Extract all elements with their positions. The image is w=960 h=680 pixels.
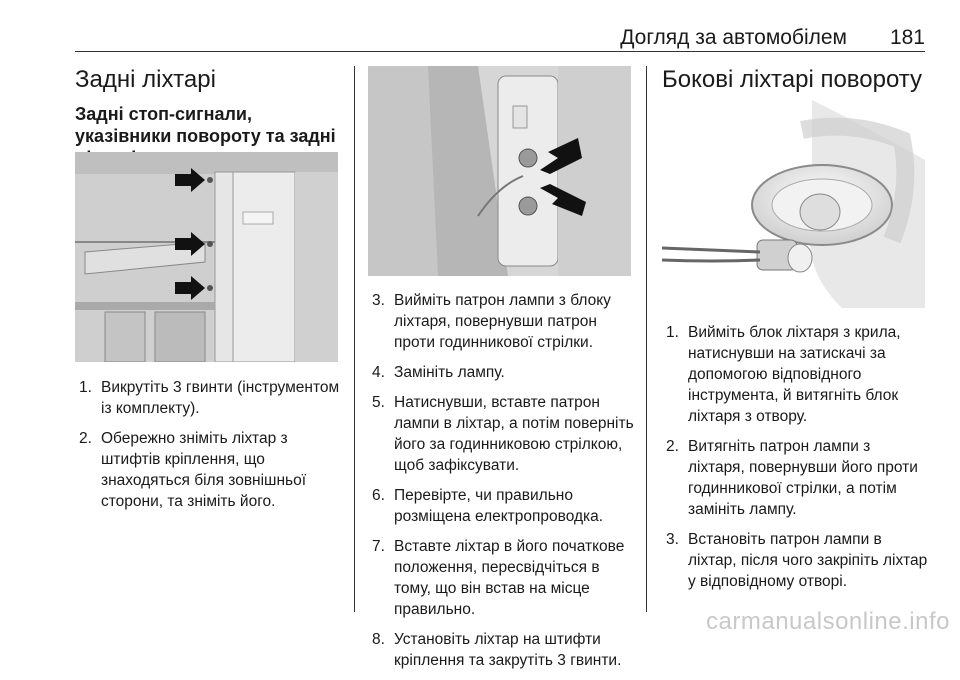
step-number: 7. — [372, 538, 385, 555]
step-number: 8. — [372, 631, 385, 648]
step-item — [662, 322, 928, 427]
step-item — [368, 392, 636, 476]
step-list — [368, 290, 636, 671]
step-item — [662, 436, 928, 520]
step-text: Замініть лампу. — [394, 364, 505, 381]
subsection-heading: Задні стоп-сигнали, указівники повороту та задні — [75, 104, 336, 146]
step-item — [75, 428, 345, 512]
step-text: Вийміть блок ліхтаря з крила, натиснувши на затискачі за допомогою відповідного інструмента, й витягніть блок ліхтаря з отвору. — [688, 324, 901, 425]
header-rule — [75, 51, 925, 52]
step-text: Встановіть патрон лампи в ліхтар, після чого закріпіть ліхтар у відповідному отворі. — [688, 531, 928, 590]
middle-steps — [368, 290, 636, 680]
side-indicator-figure — [662, 100, 925, 308]
step-number: 2. — [666, 438, 679, 455]
step-number: 3. — [666, 531, 679, 548]
step-number: 2. — [79, 430, 92, 447]
step-item — [368, 290, 636, 353]
step-text: Обережно зніміть ліхтар з штифтів кріплення, що знаходяться біля зовнішньої сторони, та зніміть його. — [101, 430, 307, 510]
column-divider-right — [646, 66, 647, 612]
left-steps — [75, 377, 345, 521]
step-text: Перевірте, чи правильно розміщена електропроводка. — [394, 487, 604, 525]
section-title: Догляд за автомобілем — [620, 26, 847, 49]
section-heading: Бокові ліхтарі повороту — [662, 66, 923, 93]
rear-light-illustration — [75, 152, 338, 362]
page-header — [75, 26, 925, 54]
step-item — [368, 485, 636, 527]
step-text: Натиснувши, вставте патрон лампи в ліхтар, а потім поверніть його за годинниковою стрілкою, щоб зафіксувати. — [394, 394, 634, 474]
page-number: 181 — [889, 26, 925, 49]
step-item — [368, 536, 636, 620]
step-list — [75, 377, 345, 512]
section-heading: Задні ліхтарі — [75, 66, 216, 93]
step-list — [662, 322, 928, 592]
step-text: Викрутіть 3 гвинти (інструментом із комплекту). — [101, 379, 340, 417]
step-text: Вийміть патрон лампи з блоку ліхтаря, повернувши патрон проти годинникової стрілки. — [394, 292, 611, 351]
step-number: 5. — [372, 394, 385, 411]
step-number: 3. — [372, 292, 385, 309]
step-number: 1. — [666, 324, 679, 341]
bulb-socket-figure — [368, 66, 631, 276]
side-indicator-illustration — [662, 100, 925, 308]
bulb-socket-illustration — [368, 66, 631, 276]
step-item — [75, 377, 345, 419]
step-item — [662, 529, 928, 592]
column-divider-left — [354, 66, 355, 612]
step-number: 6. — [372, 487, 385, 504]
watermark: carmanualsonline.info — [706, 608, 950, 635]
step-number: 1. — [79, 379, 92, 396]
step-item — [368, 629, 636, 671]
step-item — [368, 362, 636, 383]
step-text: Вставте ліхтар в його початкове положення, пересвідчіться в тому, що він встав на місце правильно. — [394, 538, 625, 618]
step-text: Установіть ліхтар на штифти кріплення та закрутіть 3 гвинти. — [394, 631, 622, 669]
step-text: Витягніть патрон лампи з ліхтаря, повернувши його проти годинникової стрілки, а потім замініть лампу. — [688, 438, 918, 518]
right-steps — [662, 322, 928, 601]
rear-light-screws-figure — [75, 152, 338, 362]
right-column — [662, 66, 925, 94]
step-number: 4. — [372, 364, 385, 381]
